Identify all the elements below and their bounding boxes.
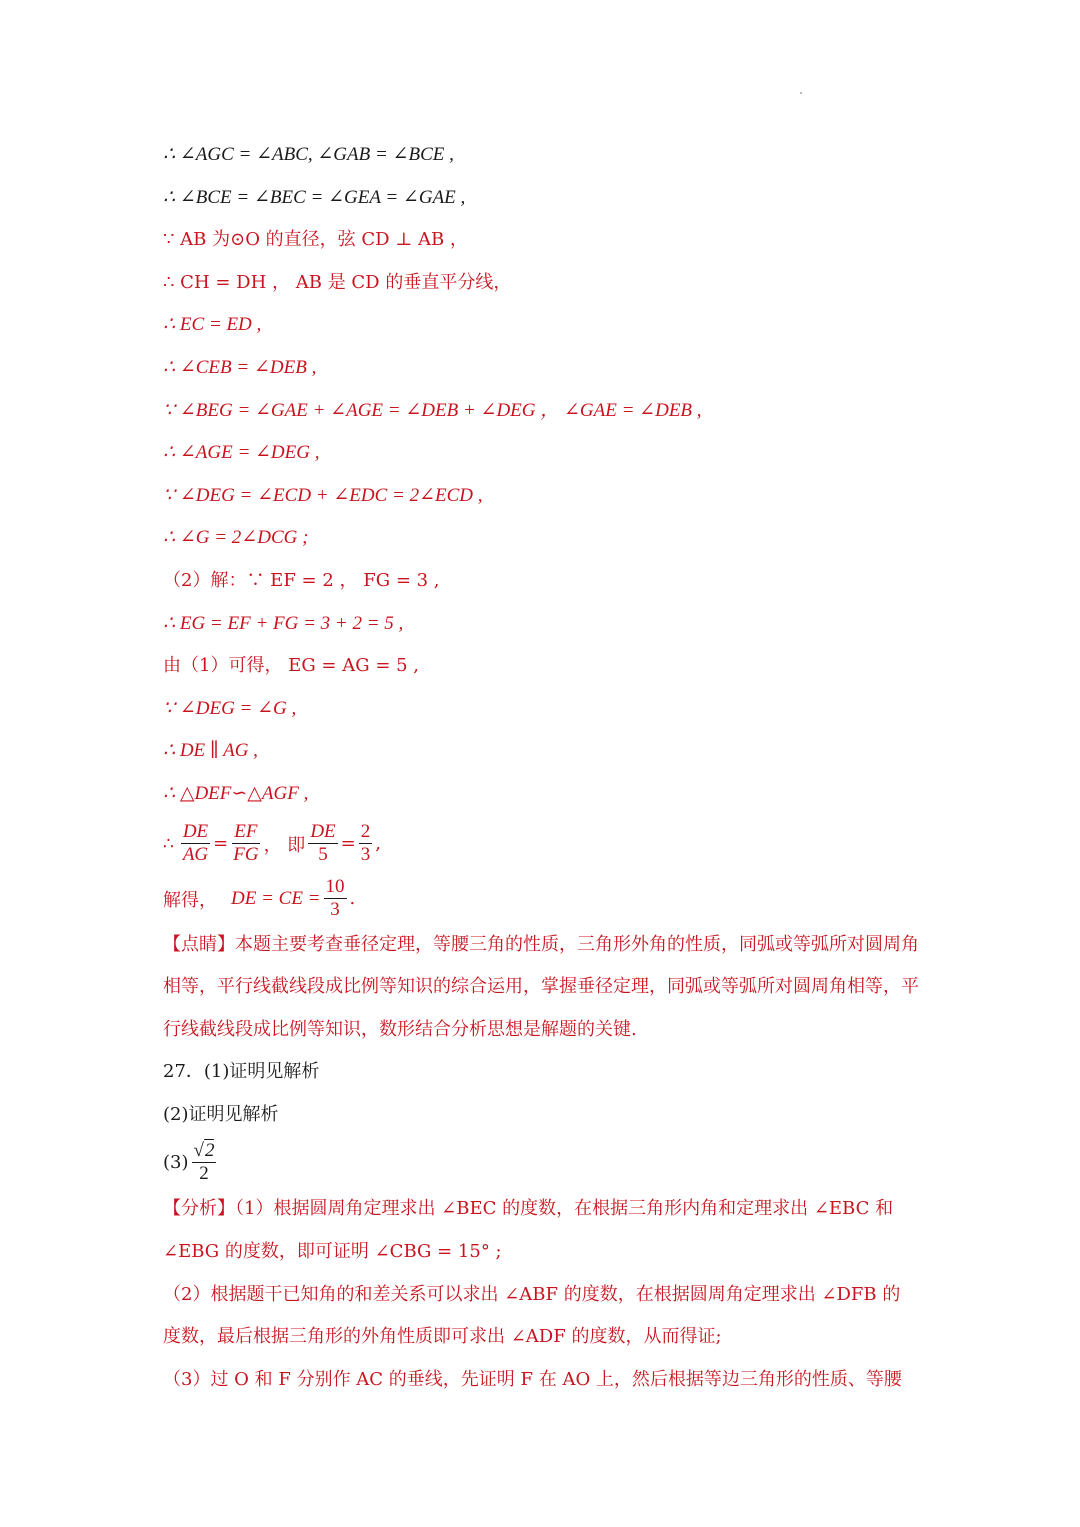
equals-sign-2: =: [340, 833, 356, 854]
proof-line-8: ∴ ∠AGE = ∠DEG ,: [163, 442, 320, 464]
result-expression: DE = CE =: [231, 887, 321, 909]
analysis-line-1: 【分析】（1）根据圆周角定理求出 ∠BEC 的度数，在根据三角形内角和定理求出 ∠EBC 和: [163, 1198, 894, 1220]
proof-line-5: ∴ EC = ED ,: [163, 314, 262, 336]
answer-27-part1: 27．(1)证明见解析: [163, 1061, 320, 1083]
part3-label: (3): [163, 1151, 189, 1173]
proof-line-3: ∵ AB 为⊙O 的直径，弦 CD ⊥ AB ，: [163, 229, 468, 251]
result-equation: [163, 874, 923, 924]
proof-line-7: ∵ ∠BEG = ∠GAE + ∠AGE = ∠DEB + ∠DEG ， ∠GAE = ∠DEB ,: [163, 399, 702, 421]
proof-line-10: ∴ ∠G = 2∠DCG ;: [163, 527, 309, 549]
fraction-2-3: $\frac{2}{3}$: [360, 821, 371, 865]
proof-line-9: ∵ ∠DEG = ∠ECD + ∠EDC = 2∠ECD ,: [163, 484, 483, 506]
comment-tag: 【点睛】: [163, 933, 235, 955]
equals-sign: =: [213, 833, 229, 854]
part2-line-5: ∴ DE ∥ AG ,: [163, 740, 258, 762]
comma: ,: [375, 833, 381, 854]
comment-paragraph: [163, 924, 919, 1052]
part2-line-4: ∵ ∠DEG = ∠G ,: [163, 697, 297, 719]
analysis-line-5: （3）过 O 和 F 分别作 AC 的垂线，先证明 F 在 AO 上，然后根据等边三角形的性质、等腰: [163, 1368, 902, 1390]
analysis-line-3: （2）根据题干已知角的和差关系可以求出 ∠ABF 的度数，在根据圆周角定理求出 ∠DFB 的: [163, 1283, 901, 1305]
proof-line-6: ∴ ∠CEB = ∠DEB ,: [163, 356, 317, 378]
solve-label: 解得，: [163, 889, 217, 911]
ratio-equation: [163, 816, 923, 872]
part2-line-1: （2）解：∵ EF = 2 ， FG = 3 ,: [163, 569, 440, 591]
answer-27-part2: (2)证明见解析: [163, 1103, 279, 1125]
fraction-10-3: $\frac{10}{3}$: [325, 876, 345, 920]
fraction-de-ag: $\frac{DE}{AG}$: [182, 821, 209, 865]
answer-27-part3: [163, 1136, 923, 1188]
fraction-ef-fg: $\frac{EF}{FG}$: [233, 821, 259, 865]
solution-content: [163, 134, 923, 1401]
proof-line-2: ∴ ∠BCE = ∠BEC = ∠GEA = ∠GAE ,: [163, 186, 466, 208]
analysis-line-2: ∠EBG 的度数，即可证明 ∠CBG = 15° ;: [163, 1241, 502, 1263]
analysis-line-4: 度数，最后根据三角形的外角性质即可求出 ∠ADF 的度数，从而得证;: [163, 1326, 722, 1348]
therefore-symbol: ∴: [163, 833, 174, 854]
scan-dot: [800, 92, 802, 94]
period: .: [349, 888, 356, 909]
fraction-de-5: $\frac{DE}{5}$: [310, 821, 336, 865]
proof-line-1: ∴ ∠AGC = ∠ABC, ∠GAB = ∠BCE ,: [163, 144, 454, 165]
namely-text: ， 即: [263, 834, 306, 856]
proof-line-4: ∴ CH = DH ， AB 是 CD 的垂直平分线，: [163, 271, 512, 293]
part2-line-6: ∴ △DEF∽△AGF ,: [163, 782, 309, 804]
part2-line-3: 由（1）可得， EG = AG = 5 ,: [163, 655, 420, 677]
fraction-sqrt2-2: $\frac{√2}{2}$: [193, 1139, 215, 1184]
part2-line-2: ∴ EG = EF + FG = 3 + 2 = 5 ,: [163, 612, 404, 634]
comment-text: 本题主要考查垂径定理，等腰三角的性质，三角形外角的性质，同弧或等弧所对圆周角相等，平行线截线段成比例等知识的综合运用，掌握垂径定理，同弧或等弧所对圆周角相等，平行线截线段成比例等知识，数形结合分析思想是解题的关键.: [163, 933, 919, 1040]
analysis-tag: 【分析】: [163, 1198, 235, 1220]
